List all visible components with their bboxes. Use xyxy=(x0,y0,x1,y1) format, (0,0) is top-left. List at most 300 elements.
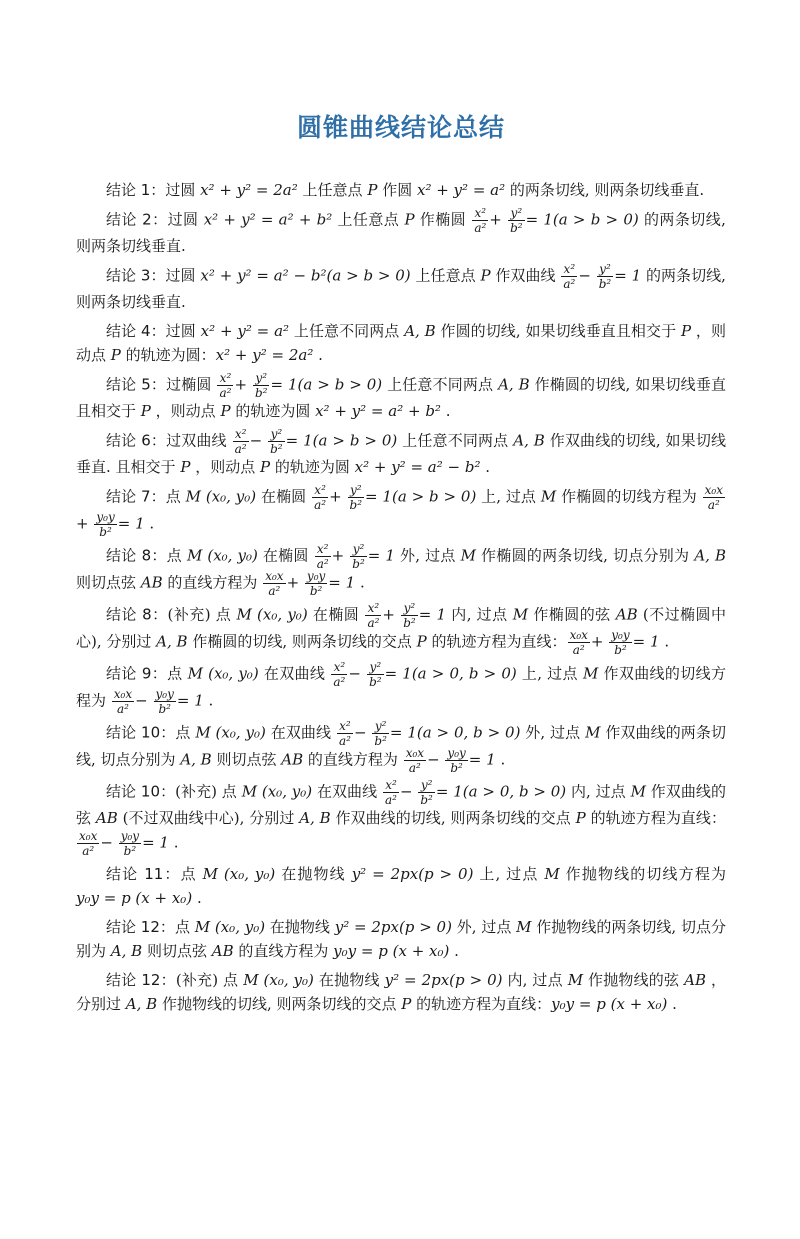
text-run: 则切点弦 xyxy=(146,942,212,960)
text-run: 内, 过点 xyxy=(507,971,568,989)
fraction xyxy=(367,661,384,688)
math-expression: P xyxy=(575,809,586,827)
fraction-numerator: x² xyxy=(331,661,347,675)
text-run: 的两条切线, 则两条切线垂直. xyxy=(76,266,726,311)
page-title: 圆锥曲线结论总结 xyxy=(296,113,505,142)
math-expression: AB xyxy=(281,750,304,769)
conclusion-item xyxy=(76,862,726,910)
text-run: 外, 过点 xyxy=(400,546,461,565)
fraction-denominator: b² xyxy=(270,442,283,456)
text-run: ，则动点 xyxy=(195,458,260,476)
text-run: 上任意不同两点 xyxy=(387,375,499,394)
math-expression: P xyxy=(220,402,231,420)
text-run: 在抛物线 xyxy=(318,971,385,989)
fraction xyxy=(365,602,381,629)
text-run: 作椭圆的两条切线, 切点分别为 xyxy=(481,546,695,565)
fraction-denominator: a² xyxy=(333,675,346,689)
conclusion-label: 结论 10： xyxy=(106,723,176,742)
fraction xyxy=(233,428,249,455)
math-expression: − xyxy=(100,833,113,852)
text-run: (不过椭圆中心), 分别过 xyxy=(76,605,726,651)
fraction-denominator: a² xyxy=(219,386,232,400)
math-expression: M xyxy=(516,918,532,936)
math-expression: M xyxy=(630,782,646,801)
conclusion-label: 结论 11： xyxy=(106,865,181,883)
text-run: 外, 过点 xyxy=(456,918,517,936)
conclusion-item xyxy=(76,779,726,857)
math-expression: M (x₀, y₀) xyxy=(243,971,314,989)
conclusion-item xyxy=(76,372,726,423)
fraction-numerator: x² xyxy=(233,428,249,442)
conclusion-item xyxy=(76,428,726,479)
math-expression: P xyxy=(680,322,692,340)
math-expression: + xyxy=(234,375,248,394)
math-expression: + xyxy=(331,546,345,565)
math-expression: M (x₀, y₀) xyxy=(185,487,257,506)
text-run: . xyxy=(359,573,365,592)
fraction-numerator: x₀x xyxy=(569,628,588,642)
math-expression: x² + y² = a² − b²(a > b > 0) xyxy=(200,266,411,285)
fraction xyxy=(337,720,353,747)
fraction-denominator: a² xyxy=(408,761,421,775)
fraction xyxy=(112,688,134,715)
text-run: 在双曲线 xyxy=(270,723,336,742)
text-run: ，分别过 xyxy=(76,971,726,1013)
math-expression: − xyxy=(399,782,413,801)
math-expression: = 1(a > b > 0) xyxy=(365,487,477,506)
text-run: 过双曲线 xyxy=(166,431,232,450)
conclusion-label: 结论 12： xyxy=(106,918,175,936)
text-run: 上, 过点 xyxy=(481,487,541,506)
text-run: 内, 过点 xyxy=(451,605,513,624)
text-run: 点 xyxy=(180,865,203,883)
fraction-numerator: y₀y xyxy=(120,829,140,843)
text-run: 上, 过点 xyxy=(479,865,545,883)
math-expression: P xyxy=(140,402,151,420)
math-expression: M (x₀, y₀) xyxy=(195,723,266,742)
conclusion-list xyxy=(76,178,726,1016)
fraction-numerator: y² xyxy=(372,720,389,734)
math-expression: = 1 xyxy=(614,266,642,285)
math-expression: = 1(a > 0, b > 0) xyxy=(435,782,567,801)
fraction-numerator: y² xyxy=(597,263,614,277)
text-run: 的轨迹为圆 xyxy=(235,402,316,420)
math-expression: M (x₀, y₀) xyxy=(236,605,308,624)
text-run: . xyxy=(454,942,459,960)
fraction-numerator: x² xyxy=(312,484,328,498)
fraction-denominator: b² xyxy=(99,525,112,539)
conclusion-item xyxy=(76,178,726,202)
math-expression: A, B xyxy=(694,546,727,565)
document-page xyxy=(0,108,800,1239)
math-expression: x² + y² = 2a² xyxy=(215,346,314,364)
math-expression: = 1 xyxy=(468,750,496,769)
math-expression: P xyxy=(401,995,412,1013)
text-run: 过圆 xyxy=(167,210,204,229)
text-run: 作椭圆的切线, 如果切线垂直且相交于 xyxy=(76,375,726,420)
text-run: 在双曲线 xyxy=(316,782,382,801)
text-run: 作抛物线的弦 xyxy=(588,971,685,989)
text-run: 作双曲线的两条切线, 切点分别为 xyxy=(76,723,726,769)
fraction-numerator: x² xyxy=(217,372,233,386)
text-run: . xyxy=(149,514,155,533)
math-expression: + xyxy=(382,605,395,624)
math-expression: AB xyxy=(615,605,638,624)
math-expression: P xyxy=(110,346,121,364)
conclusion-item xyxy=(76,484,726,538)
math-expression: A, B xyxy=(180,750,212,769)
fraction-numerator: y₀y xyxy=(96,510,115,524)
fraction xyxy=(418,779,435,806)
fraction-numerator: y₀y xyxy=(306,569,326,583)
fraction-denominator: b² xyxy=(254,386,268,400)
text-run: 作抛物线的两条切线, 切点分别为 xyxy=(76,918,726,960)
math-expression: P xyxy=(416,632,427,651)
math-expression: + xyxy=(590,632,604,651)
math-expression: AB xyxy=(95,809,118,827)
fraction xyxy=(263,570,285,597)
math-expression: A, B xyxy=(498,375,530,394)
math-expression: + xyxy=(76,514,89,533)
text-run: . xyxy=(672,995,677,1013)
math-expression: M xyxy=(540,487,557,506)
text-run: 上任意不同两点 xyxy=(402,431,514,450)
math-expression: A, B xyxy=(125,995,158,1013)
fraction-denominator: a² xyxy=(82,844,95,858)
math-expression: M (x₀, y₀) xyxy=(241,782,313,801)
fraction-denominator: a² xyxy=(116,702,129,716)
conclusion-label: 结论 5： xyxy=(106,375,167,394)
fraction xyxy=(561,263,577,290)
math-expression: + xyxy=(329,487,342,506)
fraction-numerator: x² xyxy=(337,720,353,734)
fraction xyxy=(315,543,331,570)
math-expression: A, B xyxy=(404,322,436,340)
fraction-denominator: b² xyxy=(123,844,137,858)
math-expression: M xyxy=(512,605,529,624)
math-expression: AB xyxy=(684,971,706,989)
math-expression: P xyxy=(367,181,378,199)
fraction xyxy=(119,830,141,857)
math-expression: − xyxy=(135,691,148,710)
fraction xyxy=(305,570,327,597)
text-run: (不过双曲线中心), 分别过 xyxy=(122,809,300,827)
fraction-numerator: x² xyxy=(561,263,577,277)
fraction xyxy=(94,511,116,538)
fraction-denominator: b² xyxy=(369,675,382,689)
text-run: . xyxy=(173,833,179,852)
fraction-denominator: a² xyxy=(385,793,397,807)
math-expression: = 1 xyxy=(328,573,356,592)
fraction-denominator: a² xyxy=(474,221,487,235)
math-expression: = 1 xyxy=(367,546,395,565)
fraction-numerator: y² xyxy=(350,543,367,557)
text-run: 作椭圆的切线, 则两条切线的交点 xyxy=(192,632,417,651)
math-expression: M (x₀, y₀) xyxy=(202,865,276,883)
math-expression: = 1 xyxy=(176,691,204,710)
text-run: . xyxy=(208,691,214,710)
text-run: 则切点弦 xyxy=(216,750,282,769)
text-run: 的轨迹方程为直线： xyxy=(416,995,552,1013)
math-expression: A, B xyxy=(299,809,331,827)
fraction xyxy=(472,207,488,234)
math-expression: y₀y = p (x + x₀) xyxy=(333,942,450,960)
fraction-numerator: x₀x xyxy=(405,746,425,760)
math-expression: AB xyxy=(140,573,163,592)
fraction-numerator: x₀x xyxy=(113,687,133,701)
text-run: 在椭圆 xyxy=(312,605,365,624)
text-run: 作抛物线的切线方程为 xyxy=(565,865,726,883)
fraction xyxy=(154,688,176,715)
text-run: 作双曲线的切线方程为 xyxy=(76,664,726,710)
conclusion-label: 结论 8： xyxy=(106,605,168,624)
conclusion-label: 结论 7： xyxy=(106,487,166,506)
text-run: 在椭圆 xyxy=(261,487,312,506)
text-run: 上任意点 xyxy=(415,266,481,285)
fraction xyxy=(253,372,270,399)
math-expression: x² + y² = a² + b² xyxy=(315,402,441,420)
math-expression: y² = 2px(p > 0) xyxy=(384,971,503,989)
fraction-denominator: a² xyxy=(707,498,720,512)
math-expression: x² + y² = a² xyxy=(200,322,290,340)
text-run: 作椭圆的切线方程为 xyxy=(561,487,702,506)
text-run: 作双曲线的切线, 则两条切线的交点 xyxy=(335,809,576,827)
text-run: (补充) 点 xyxy=(175,971,244,989)
fraction-denominator: a² xyxy=(314,498,327,512)
fraction-numerator: y₀y xyxy=(447,746,466,760)
fraction-numerator: x² xyxy=(315,543,331,557)
math-expression: AB xyxy=(211,942,234,960)
math-expression: M (x₀, y₀) xyxy=(186,546,258,565)
text-run: 上, 过点 xyxy=(521,664,583,683)
math-expression: A, B xyxy=(110,942,143,960)
text-run: 过圆 xyxy=(165,322,201,340)
text-run: 上任意点 xyxy=(302,181,368,199)
fraction-denominator: b² xyxy=(349,498,363,512)
conclusion-label: 结论 4： xyxy=(106,322,166,340)
math-expression: M xyxy=(567,971,584,989)
fraction-numerator: y² xyxy=(268,428,285,442)
text-run: 作椭圆 xyxy=(419,210,472,229)
fraction xyxy=(508,207,525,234)
fraction xyxy=(703,484,725,511)
conclusion-item xyxy=(76,543,726,597)
fraction-denominator: b² xyxy=(420,793,433,807)
fraction-numerator: x² xyxy=(365,602,381,616)
math-expression: = 1 xyxy=(142,833,169,852)
fraction-denominator: b² xyxy=(309,584,323,598)
text-run: ，则动点 xyxy=(76,322,726,364)
fraction-numerator: y² xyxy=(508,207,525,221)
text-run: 的两条切线, 则两条切线垂直. xyxy=(509,181,705,199)
conclusion-item xyxy=(76,661,726,715)
math-expression: = 1(a > 0, b > 0) xyxy=(384,664,517,683)
text-run: ，则动点 xyxy=(155,402,221,420)
text-run: 上任意点 xyxy=(337,210,405,229)
fraction xyxy=(404,747,426,774)
text-run: 过椭圆 xyxy=(166,375,217,394)
text-run: 上任意不同两点 xyxy=(293,322,405,340)
fraction-numerator: y₀y xyxy=(611,628,630,642)
text-run: 作双曲线的切线, 如果切线垂直. 且相交于 xyxy=(76,431,726,476)
conclusion-item xyxy=(76,915,726,963)
math-expression: + xyxy=(489,210,502,229)
fraction-denominator: a² xyxy=(234,442,247,456)
fraction xyxy=(348,484,365,511)
math-expression: y² = 2px(p > 0) xyxy=(334,918,452,936)
fraction xyxy=(597,263,614,290)
math-expression: − xyxy=(427,750,440,769)
math-expression: = 1(a > b > 0) xyxy=(285,431,398,450)
text-run: (补充) 点 xyxy=(175,782,242,801)
fraction xyxy=(312,484,328,511)
text-run: 的轨迹为圆： xyxy=(125,346,216,364)
text-run: . xyxy=(445,402,451,420)
math-expression: x² + y² = a² + b² xyxy=(203,210,333,229)
math-expression: P xyxy=(180,458,191,476)
fraction xyxy=(268,428,285,455)
conclusion-label: 结论 2： xyxy=(106,210,168,229)
fraction-denominator: b² xyxy=(352,557,365,571)
text-run: 在抛物线 xyxy=(269,918,335,936)
math-expression: P xyxy=(480,266,491,285)
fraction-denominator: a² xyxy=(367,616,380,630)
math-expression: = 1 xyxy=(418,605,447,624)
text-run: 外, 过点 xyxy=(525,723,586,742)
conclusion-label: 结论 3： xyxy=(106,266,166,285)
text-run: 作双曲线 xyxy=(495,266,561,285)
text-run: . xyxy=(664,632,670,651)
text-run: (补充) 点 xyxy=(167,605,237,624)
conclusion-item xyxy=(76,968,726,1016)
fraction-numerator: y² xyxy=(367,661,384,675)
text-run: 点 xyxy=(166,546,187,565)
math-expression: M xyxy=(582,664,599,683)
conclusion-item xyxy=(76,263,726,314)
math-expression: y² = 2px(p > 0) xyxy=(351,865,474,883)
conclusion-item xyxy=(76,319,726,367)
math-expression: = 1 xyxy=(632,632,660,651)
conclusion-item xyxy=(76,602,726,656)
text-run: 的直线方程为 xyxy=(238,942,334,960)
text-run: 作椭圆的弦 xyxy=(533,605,616,624)
fraction xyxy=(401,602,418,629)
fraction-denominator: a² xyxy=(572,643,585,657)
fraction-numerator: y² xyxy=(418,779,435,793)
fraction-denominator: a² xyxy=(268,584,281,598)
fraction xyxy=(350,543,367,570)
fraction-numerator: x² xyxy=(383,779,399,793)
fraction xyxy=(609,629,631,656)
math-expression: M xyxy=(585,723,601,742)
text-run: 作圆的切线, 如果切线垂直且相交于 xyxy=(440,322,681,340)
text-run: . xyxy=(500,750,506,769)
math-expression: x² + y² = a² xyxy=(416,181,506,199)
fraction xyxy=(372,720,389,747)
fraction-numerator: y² xyxy=(348,484,365,498)
math-expression: M xyxy=(544,865,560,883)
text-run: 作抛物线的切线, 则两条切线的交点 xyxy=(161,995,402,1013)
text-run: 在椭圆 xyxy=(262,546,314,565)
fraction-denominator: b² xyxy=(403,616,416,630)
text-run: 的直线方程为 xyxy=(307,750,403,769)
fraction xyxy=(445,747,467,774)
text-run: 作双曲线的弦 xyxy=(76,782,726,827)
conclusion-label: 结论 12： xyxy=(106,971,176,989)
fraction-denominator: a² xyxy=(338,734,351,748)
math-expression: − xyxy=(249,431,263,450)
math-expression: M (x₀, y₀) xyxy=(187,664,259,683)
math-expression: + xyxy=(286,573,300,592)
fraction-denominator: b² xyxy=(450,761,463,775)
fraction-denominator: a² xyxy=(316,557,329,571)
text-run: 过圆 xyxy=(165,266,201,285)
text-run: 作圆 xyxy=(382,181,417,199)
text-run: 点 xyxy=(165,487,186,506)
math-expression: A, B xyxy=(156,632,188,651)
fraction-numerator: y₀y xyxy=(155,687,174,701)
math-expression: M (x₀, y₀) xyxy=(194,918,266,936)
fraction xyxy=(77,830,99,857)
conclusion-label: 结论 8： xyxy=(106,546,167,565)
conclusion-label: 结论 9： xyxy=(106,664,168,683)
math-expression: P xyxy=(259,458,271,476)
fraction-denominator: a² xyxy=(563,277,576,291)
text-run: . xyxy=(485,458,491,476)
fraction-numerator: y² xyxy=(253,372,270,386)
fraction-denominator: b² xyxy=(614,643,627,657)
text-run: 在抛物线 xyxy=(281,865,352,883)
conclusion-label: 结论 1： xyxy=(106,181,166,199)
fraction-numerator: x₀x xyxy=(79,829,98,843)
text-run: 的直线方程为 xyxy=(167,573,263,592)
math-expression: y₀y = p (x + x₀) xyxy=(76,889,193,907)
math-expression: x² + y² = 2a² xyxy=(200,181,298,199)
text-run: 的两条切线, 则两条切线垂直. xyxy=(76,210,726,255)
fraction-denominator: b² xyxy=(510,221,523,235)
text-run: 过圆 xyxy=(165,181,201,199)
fraction-denominator: b² xyxy=(158,702,171,716)
fraction-numerator: x₀x xyxy=(265,569,284,583)
fraction-denominator: b² xyxy=(598,277,612,291)
text-run: 的轨迹为圆 xyxy=(274,458,355,476)
math-expression: x² + y² = a² − b² xyxy=(354,458,481,476)
math-expression: − xyxy=(578,266,591,285)
fraction xyxy=(217,372,233,399)
math-expression: M xyxy=(460,546,476,565)
text-run: 在双曲线 xyxy=(263,664,331,683)
text-run: 的轨迹方程为直线： xyxy=(431,632,567,651)
fraction-denominator: b² xyxy=(374,734,387,748)
fraction xyxy=(331,661,347,688)
math-expression: = 1(a > b > 0) xyxy=(270,375,383,394)
text-run: 点 xyxy=(167,664,188,683)
fraction-numerator: y² xyxy=(401,602,418,616)
fraction-numerator: x₀x xyxy=(704,483,723,497)
math-expression: = 1(a > 0, b > 0) xyxy=(389,723,521,742)
math-expression: P xyxy=(404,210,415,229)
math-expression: − xyxy=(353,723,367,742)
text-run: 的轨迹方程为直线： xyxy=(590,809,726,827)
text-run: 则切点弦 xyxy=(76,573,141,592)
text-run: 内, 过点 xyxy=(570,782,631,801)
math-expression: = 1(a > b > 0) xyxy=(525,210,639,229)
fraction-numerator: x² xyxy=(472,207,488,221)
conclusion-label: 结论 10： xyxy=(106,782,176,801)
fraction xyxy=(568,629,590,656)
text-run: . xyxy=(318,346,323,364)
fraction xyxy=(383,779,399,806)
